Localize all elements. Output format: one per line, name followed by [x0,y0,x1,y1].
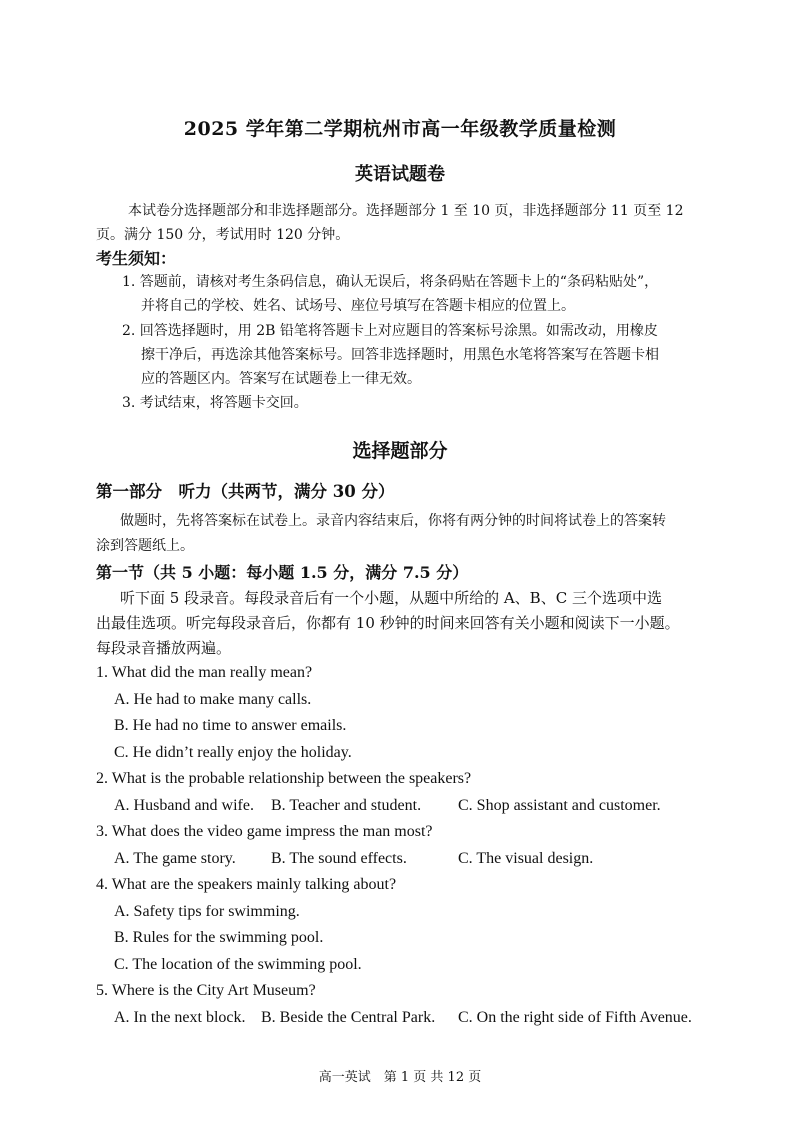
q4-option-c: C. The location of the swimming pool. [114,956,362,973]
section1-desc-2: 出最佳选项。听完每段录音后，你都有 10 秒钟的时间来回答有关小题和阅读下一小题。 [96,614,680,632]
notice-heading: 考生须知： [96,249,177,268]
q5-option-c: C. On the right side of Fifth Avenue. [458,1009,692,1026]
part1-heading: 第一部分 听力（共两节，满分 30 分） [96,482,395,501]
q2-option-b: B. Teacher and student. [271,797,422,814]
question-1: 1. What did the man really mean? [96,664,313,681]
notice-item-3: 3. 考试结束，将答题卡交回。 [122,395,308,411]
notice-item-2b: 擦干净后，再选涂其他答案标号。回答非选择题时，用黑色水笔将答案写在答题卡相 [141,347,659,363]
notice-item-2c: 应的答题区内。答案写在试题卷上一律无效。 [141,371,421,387]
intro-line-2: 页。满分 150 分，考试用时 120 分钟。 [96,227,350,243]
q2-option-a: A. Husband and wife. [114,797,254,814]
q4-option-b: B. Rules for the swimming pool. [114,929,324,946]
q4-option-a: A. Safety tips for swimming. [114,903,300,920]
q2-option-c: C. Shop assistant and customer. [458,797,661,814]
section1-desc-3: 每段录音播放两遍。 [96,639,232,657]
intro-line-1: 本试卷分选择题部分和非选择题部分。选择题部分 1 至 10 页，非选择题部分 11 页至 12 [128,203,684,219]
question-5: 5. Where is the City Art Museum? [96,982,316,999]
question-2: 2. What is the probable relationship between the speakers? [96,770,472,787]
q1-option-b: B. He had no time to answer emails. [114,717,347,734]
q5-option-b: B. Beside the Central Park. [261,1009,436,1026]
q5-option-a: A. In the next block. [114,1009,246,1026]
question-3: 3. What does the video game impress the man most? [96,823,433,840]
q3-option-a: A. The game story. [114,850,236,867]
section-title: 选择题部分 [352,440,448,462]
exam-title: 2025 学年第二学期杭州市高一年级教学质量检测 [183,118,617,140]
notice-item-2a: 2. 回答选择题时，用 2B 铅笔将答题卡上对应题目的答案标号涂黑。如需改动，用橡皮 [122,323,658,339]
section1-desc-1: 听下面 5 段录音。每段录音后有一个小题，从题中所给的 A、B、C 三个选项中选 [120,589,662,607]
part1-desc-2: 涂到答题纸上。 [96,538,194,554]
notice-item-1b: 并将自己的学校、姓名、试场号、座位号填写在答题卡相应的位置上。 [141,298,575,314]
notice-item-1a: 1. 答题前，请核对考生条码信息，确认无误后，将条码贴在答题卡上的“条码粘贴处”， [122,274,659,290]
q3-option-b: B. The sound effects. [271,850,407,867]
part1-desc-1: 做题时，先将答案标在试卷上。录音内容结束后，你将有两分钟的时间将试卷上的答案转 [120,513,666,529]
q1-option-a: A. He had to make many calls. [114,691,312,708]
q3-option-c: C. The visual design. [458,850,594,867]
question-4: 4. What are the speakers mainly talking about? [96,876,397,893]
q1-option-c: C. He didn’t really enjoy the holiday. [114,744,352,761]
exam-subtitle: 英语试题卷 [355,164,445,185]
page-footer: 高一英试 第 1 页 共 12 页 [318,1070,482,1085]
section1-heading: 第一节（共 5 小题：每小题 1.5 分，满分 7.5 分） [96,563,469,582]
